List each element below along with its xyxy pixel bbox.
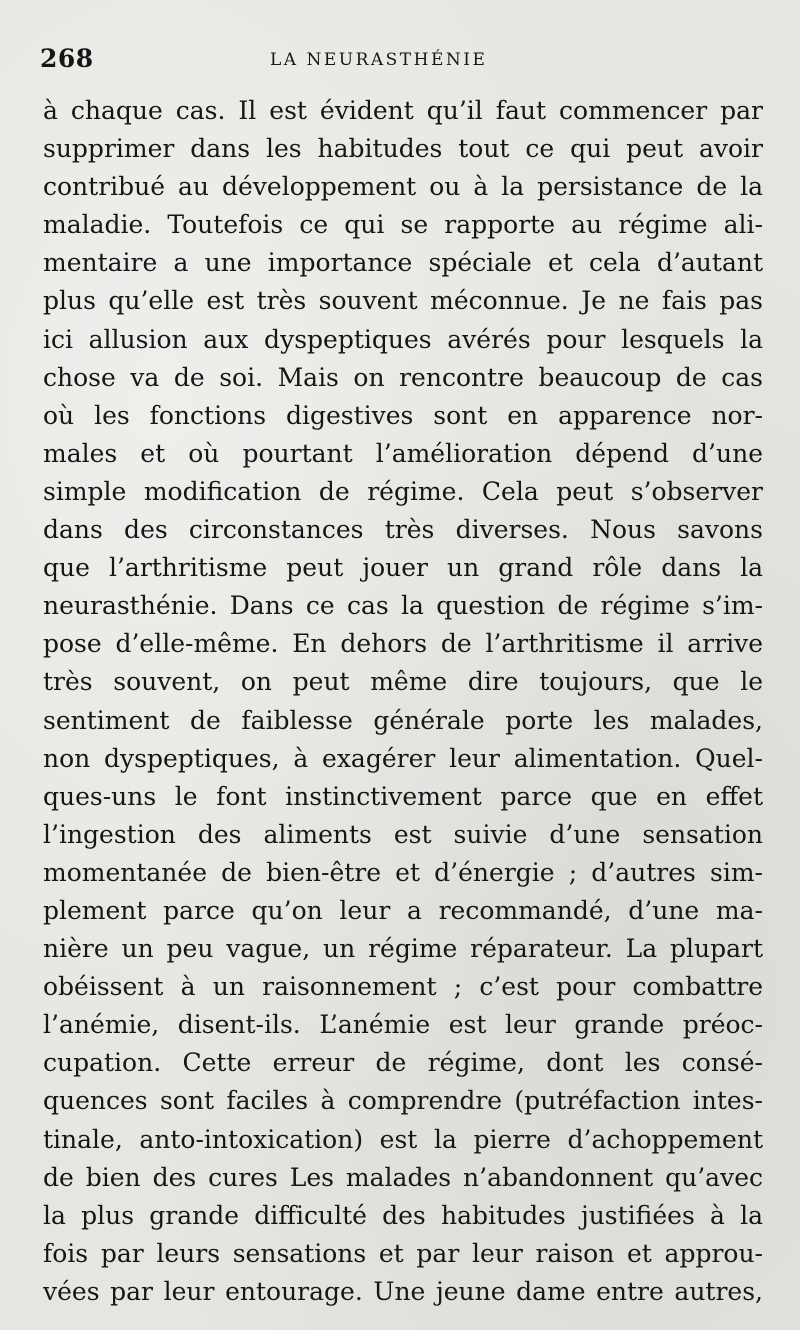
- text-line: de bien des cures Les malades n’abandonnent qu’avec: [43, 1162, 763, 1192]
- text-line: dans des circonstances très diverses. Nous savons: [43, 515, 763, 545]
- text-line: chose va de soi. Mais on rencontre beaucoup de cas: [43, 362, 763, 392]
- running-head: LA NEURASTHÉNIE: [270, 50, 488, 70]
- text-line: pose d’elle-même. En dehors de l’arthritisme il arrive: [43, 629, 763, 659]
- text-line: quences sont faciles à comprendre (putréfaction intes-: [43, 1086, 763, 1116]
- text-line: tinale, anto-intoxication) est la pierre d’achoppement: [43, 1124, 763, 1154]
- text-line: obéissent à un raisonnement ; c’est pour combattre: [43, 972, 763, 1002]
- text-line: l’ingestion des aliments est suivie d’une sensation: [43, 819, 763, 849]
- text-line: cupation. Cette erreur de régime, dont les consé-: [43, 1048, 763, 1078]
- text-line: à chaque cas. Il est évident qu’il faut commencer par: [43, 96, 763, 125]
- text-line: non dyspeptiques, à exagérer leur alimentation. Quel-: [43, 743, 763, 773]
- text-line: contribué au développement ou à la persistance de la: [43, 172, 763, 202]
- text-line: plement parce qu’on leur a recommandé, d’une ma-: [43, 895, 763, 925]
- text-line: neurasthénie. Dans ce cas la question de régime s’im-: [43, 591, 763, 621]
- text-line: males et où pourtant l’amélioration dépend d’une: [43, 438, 763, 468]
- text-line: simple modification de régime. Cela peut s’observer: [43, 476, 763, 506]
- text-line: très souvent, on peut même dire toujours, que le: [43, 667, 763, 697]
- body-text: [43, 92, 763, 1311]
- text-line: sentiment de faiblesse générale porte les malades,: [43, 705, 763, 735]
- page-header: [40, 42, 760, 76]
- text-line: supprimer dans les habitudes tout ce qui peut avoir: [43, 134, 763, 164]
- text-line: nière un peu vague, un régime réparateur. La plupart: [43, 934, 763, 964]
- page-number: 268: [40, 44, 94, 73]
- text-line: vées par leur entourage. Une jeune dame entre autres,: [43, 1276, 763, 1306]
- text-line: l’anémie, disent-ils. L’anémie est leur grande préoc-: [43, 1010, 763, 1040]
- text-line: la plus grande difficulté des habitudes justifiées à la: [43, 1200, 763, 1230]
- text-line: maladie. Toutefois ce qui se rapporte au régime ali-: [43, 210, 763, 240]
- text-line: mentaire a une importance spéciale et cela d’autant: [43, 248, 763, 278]
- text-line: ques-uns le font instinctivement parce que en effet: [43, 781, 763, 811]
- text-line: plus qu’elle est très souvent méconnue. Je ne fais pas: [43, 286, 763, 316]
- text-line: ici allusion aux dyspeptiques avérés pour lesquels la: [43, 324, 763, 354]
- text-line: que l’arthritisme peut jouer un grand rôle dans la: [43, 553, 763, 583]
- text-line: fois par leurs sensations et par leur raison et approu-: [43, 1238, 763, 1268]
- text-line: momentanée de bien-être et d’énergie ; d’autres sim-: [43, 857, 763, 887]
- text-line: où les fonctions digestives sont en apparence nor-: [43, 400, 763, 430]
